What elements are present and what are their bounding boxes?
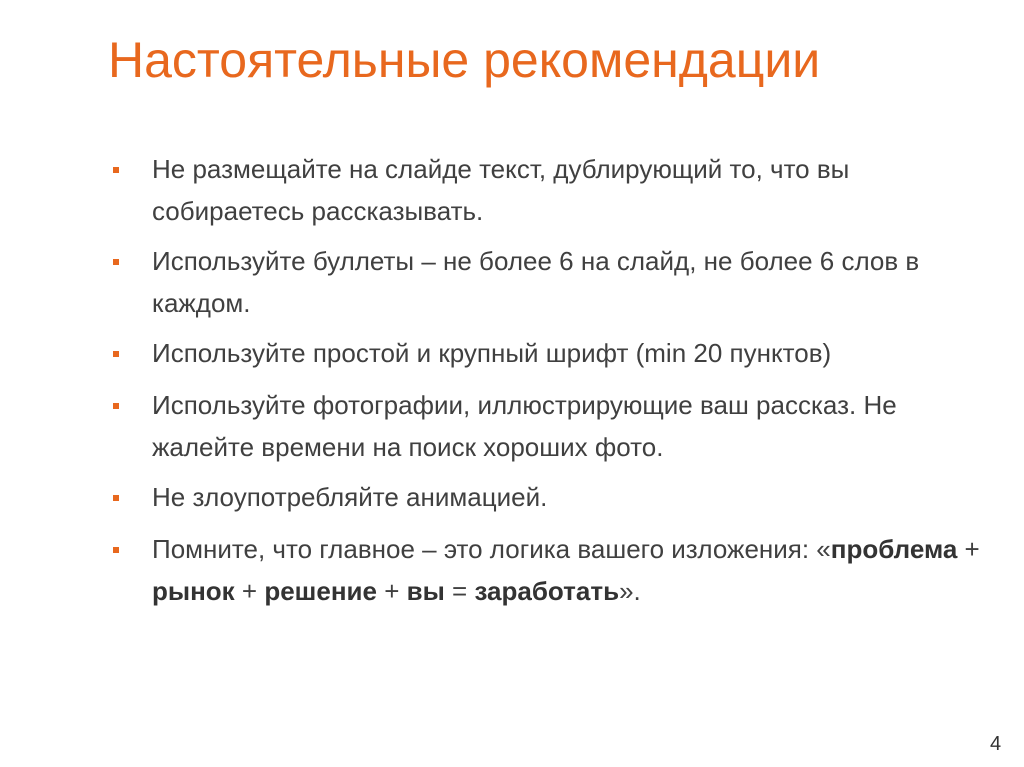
bullet-square-icon (113, 259, 119, 265)
formula-equals: = (452, 576, 468, 606)
bullet-text: Не злоупотребляйте анимацией. (152, 482, 548, 512)
formula-plus: + (964, 534, 980, 564)
bullet-text: Используйте буллеты – не более 6 на слайд, не более 6 слов в каждом. (152, 246, 920, 318)
bullet-square-icon (113, 351, 119, 357)
formula-earn: заработать (474, 576, 620, 606)
slide-title: Настоятельные рекомендации (108, 32, 821, 88)
bullet-text: Не размещайте на слайде текст, дублирующий то, что вы собираетесь рассказывать. (152, 154, 850, 226)
bullet-text: Используйте фотографии, иллюстрирующие ваш рассказ. Не жалейте времени на поиск хороших фото. (152, 390, 897, 462)
bullet-square-icon (113, 547, 119, 553)
formula-you: вы (406, 576, 445, 606)
formula-solution: решение (264, 576, 377, 606)
bullet-text-after: ». (619, 576, 641, 606)
formula-market: рынок (152, 576, 235, 606)
formula-plus: + (241, 576, 258, 606)
bullet-square-icon (113, 403, 119, 409)
page-number: 4 (990, 733, 1002, 755)
bullet-text (152, 528, 992, 612)
formula-problem: проблема (830, 534, 958, 564)
bullet-text-before: Помните, что главное – это логика вашего изложения: « (152, 534, 831, 564)
bullet-text: Используйте простой и крупный шрифт (min 20 пунктов) (152, 338, 832, 368)
formula-plus: + (384, 576, 400, 606)
bullet-square-icon (113, 167, 119, 173)
bullet-square-icon (113, 495, 119, 501)
